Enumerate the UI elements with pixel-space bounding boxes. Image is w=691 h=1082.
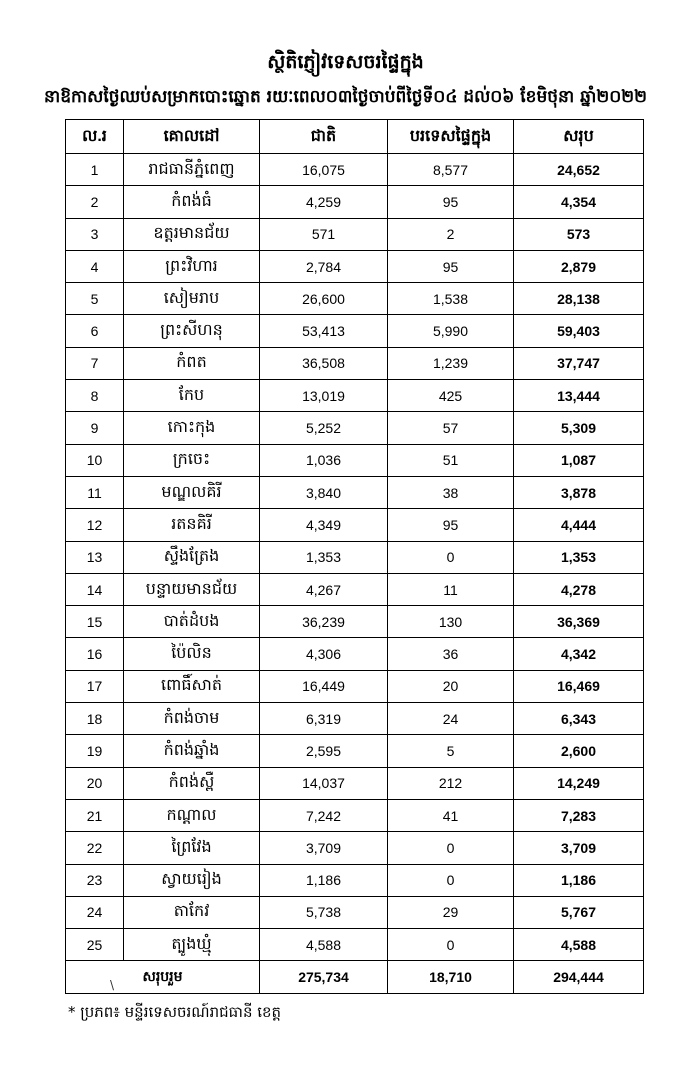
row-number: 10 bbox=[66, 444, 124, 476]
foreign-count: 0 bbox=[388, 864, 514, 896]
foreign-count: 95 bbox=[388, 509, 514, 541]
page-title: ស្ថិតិភ្ញៀវទេសចរផ្ទៃក្នុង bbox=[267, 51, 424, 73]
header-foreign: បរទេសផ្ទៃក្នុង bbox=[388, 120, 514, 154]
table-row bbox=[66, 573, 644, 605]
table-row bbox=[66, 283, 644, 315]
table-row bbox=[66, 476, 644, 508]
row-number: 6 bbox=[66, 315, 124, 347]
destination-name: ព្រះវិហារ bbox=[124, 250, 260, 282]
table-row bbox=[66, 444, 644, 476]
foreign-count: 212 bbox=[388, 767, 514, 799]
destination-name: កំពង់ស្ពឺ bbox=[124, 767, 260, 799]
destination-name: កំពង់ឆ្នាំង bbox=[124, 735, 260, 767]
table-row bbox=[66, 154, 644, 186]
total-count: 28,138 bbox=[514, 283, 644, 315]
total-count: 24,652 bbox=[514, 154, 644, 186]
destination-name: ស្វាយរៀង bbox=[124, 864, 260, 896]
destination-name: កណ្តាល bbox=[124, 799, 260, 831]
table-body bbox=[66, 154, 644, 961]
table-row bbox=[66, 896, 644, 928]
table-row bbox=[66, 864, 644, 896]
total-count: 2,879 bbox=[514, 250, 644, 282]
total-count: 37,747 bbox=[514, 347, 644, 379]
table-header-row bbox=[66, 120, 644, 154]
stray-mark: \ bbox=[110, 978, 115, 992]
domestic-count: 13,019 bbox=[260, 380, 388, 412]
row-number: 5 bbox=[66, 283, 124, 315]
row-number: 22 bbox=[66, 832, 124, 864]
total-count: 13,444 bbox=[514, 380, 644, 412]
table-row bbox=[66, 347, 644, 379]
domestic-count: 3,840 bbox=[260, 476, 388, 508]
destination-name: កែប bbox=[124, 380, 260, 412]
domestic-count: 5,738 bbox=[260, 896, 388, 928]
total-count: 5,767 bbox=[514, 896, 644, 928]
domestic-count: 16,075 bbox=[260, 154, 388, 186]
total-count: 3,709 bbox=[514, 832, 644, 864]
total-count: 573 bbox=[514, 218, 644, 250]
statistics-table bbox=[65, 119, 644, 994]
sum-label: សរុបរួម bbox=[66, 961, 260, 993]
foreign-count: 11 bbox=[388, 573, 514, 605]
row-number: 2 bbox=[66, 186, 124, 218]
foreign-count: 8,577 bbox=[388, 154, 514, 186]
destination-name: ស្ទឹងត្រែង bbox=[124, 541, 260, 573]
table-row bbox=[66, 832, 644, 864]
total-count: 14,249 bbox=[514, 767, 644, 799]
header-domestic: ជាតិ bbox=[260, 120, 388, 154]
total-count: 3,878 bbox=[514, 476, 644, 508]
table-row bbox=[66, 799, 644, 831]
foreign-count: 0 bbox=[388, 541, 514, 573]
page-subtitle: នាឱកាសថ្ងៃឈប់សម្រាកបោះឆ្នោត រយៈពេល០៣ថ្ងៃចាប់ពីថ្ងៃទី០៤ ដល់០៦ ខែមិថុនា ឆ្នាំ២០២២ bbox=[44, 87, 647, 107]
table-row bbox=[66, 315, 644, 347]
table-row bbox=[66, 380, 644, 412]
foreign-count: 95 bbox=[388, 250, 514, 282]
destination-name: បាត់ដំបង bbox=[124, 606, 260, 638]
domestic-count: 1,353 bbox=[260, 541, 388, 573]
destination-name: កោះកុង bbox=[124, 412, 260, 444]
domestic-count: 4,267 bbox=[260, 573, 388, 605]
domestic-count: 4,259 bbox=[260, 186, 388, 218]
foreign-count: 425 bbox=[388, 380, 514, 412]
sum-foreign: 18,710 bbox=[388, 961, 514, 993]
source-footnote: * ប្រភព៖ មន្ទីរទេសចរណ៍រាជធានី ខេត្ត bbox=[68, 1003, 282, 1021]
destination-name: ព្រះសីហនុ bbox=[124, 315, 260, 347]
domestic-count: 3,709 bbox=[260, 832, 388, 864]
foreign-count: 1,538 bbox=[388, 283, 514, 315]
table-row bbox=[66, 541, 644, 573]
table-row bbox=[66, 929, 644, 961]
domestic-count: 36,508 bbox=[260, 347, 388, 379]
foreign-count: 1,239 bbox=[388, 347, 514, 379]
foreign-count: 95 bbox=[388, 186, 514, 218]
destination-name: រាជធានីភ្នំពេញ bbox=[124, 154, 260, 186]
destination-name: ត្បូងឃ្មុំ bbox=[124, 929, 260, 961]
domestic-count: 4,588 bbox=[260, 929, 388, 961]
row-number: 8 bbox=[66, 380, 124, 412]
row-number: 17 bbox=[66, 670, 124, 702]
row-number: 19 bbox=[66, 735, 124, 767]
row-number: 21 bbox=[66, 799, 124, 831]
table-sum-row bbox=[66, 961, 644, 993]
foreign-count: 0 bbox=[388, 832, 514, 864]
total-count: 4,342 bbox=[514, 638, 644, 670]
total-count: 1,353 bbox=[514, 541, 644, 573]
destination-name: តាកែវ bbox=[124, 896, 260, 928]
domestic-count: 1,186 bbox=[260, 864, 388, 896]
foreign-count: 20 bbox=[388, 670, 514, 702]
foreign-count: 5,990 bbox=[388, 315, 514, 347]
total-count: 7,283 bbox=[514, 799, 644, 831]
table-row bbox=[66, 218, 644, 250]
row-number: 13 bbox=[66, 541, 124, 573]
row-number: 1 bbox=[66, 154, 124, 186]
foreign-count: 51 bbox=[388, 444, 514, 476]
total-count: 4,278 bbox=[514, 573, 644, 605]
domestic-count: 571 bbox=[260, 218, 388, 250]
destination-name: សៀមរាប bbox=[124, 283, 260, 315]
foreign-count: 41 bbox=[388, 799, 514, 831]
domestic-count: 36,239 bbox=[260, 606, 388, 638]
row-number: 9 bbox=[66, 412, 124, 444]
foreign-count: 0 bbox=[388, 929, 514, 961]
row-number: 24 bbox=[66, 896, 124, 928]
total-count: 59,403 bbox=[514, 315, 644, 347]
destination-name: ពោធិ៍សាត់ bbox=[124, 670, 260, 702]
domestic-count: 53,413 bbox=[260, 315, 388, 347]
destination-name: មណ្ឌលគិរី bbox=[124, 476, 260, 508]
destination-name: កំពត bbox=[124, 347, 260, 379]
foreign-count: 2 bbox=[388, 218, 514, 250]
foreign-count: 5 bbox=[388, 735, 514, 767]
domestic-count: 5,252 bbox=[260, 412, 388, 444]
row-number: 11 bbox=[66, 476, 124, 508]
domestic-count: 2,595 bbox=[260, 735, 388, 767]
total-count: 36,369 bbox=[514, 606, 644, 638]
row-number: 14 bbox=[66, 573, 124, 605]
table-row bbox=[66, 606, 644, 638]
foreign-count: 38 bbox=[388, 476, 514, 508]
table-row bbox=[66, 412, 644, 444]
table-row bbox=[66, 509, 644, 541]
total-count: 1,186 bbox=[514, 864, 644, 896]
destination-name: រតនគិរី bbox=[124, 509, 260, 541]
domestic-count: 4,349 bbox=[260, 509, 388, 541]
header-no: ល.រ bbox=[66, 120, 124, 154]
domestic-count: 2,784 bbox=[260, 250, 388, 282]
row-number: 7 bbox=[66, 347, 124, 379]
total-count: 4,588 bbox=[514, 929, 644, 961]
foreign-count: 36 bbox=[388, 638, 514, 670]
header-total: សរុប bbox=[514, 120, 644, 154]
foreign-count: 24 bbox=[388, 703, 514, 735]
row-number: 3 bbox=[66, 218, 124, 250]
domestic-count: 1,036 bbox=[260, 444, 388, 476]
table-row bbox=[66, 735, 644, 767]
foreign-count: 130 bbox=[388, 606, 514, 638]
destination-name: ឧត្តរមានជ័យ bbox=[124, 218, 260, 250]
domestic-count: 16,449 bbox=[260, 670, 388, 702]
table-row bbox=[66, 703, 644, 735]
foreign-count: 29 bbox=[388, 896, 514, 928]
table-row bbox=[66, 638, 644, 670]
total-count: 1,087 bbox=[514, 444, 644, 476]
destination-name: ក្រចេះ bbox=[124, 444, 260, 476]
row-number: 25 bbox=[66, 929, 124, 961]
total-count: 16,469 bbox=[514, 670, 644, 702]
table-row bbox=[66, 186, 644, 218]
destination-name: ព្រៃវែង bbox=[124, 832, 260, 864]
sum-domestic: 275,734 bbox=[260, 961, 388, 993]
destination-name: កំពង់ចាម bbox=[124, 703, 260, 735]
domestic-count: 4,306 bbox=[260, 638, 388, 670]
header-destination: គោលដៅ bbox=[124, 120, 260, 154]
destination-name: កំពង់ធំ bbox=[124, 186, 260, 218]
table-row bbox=[66, 767, 644, 799]
row-number: 16 bbox=[66, 638, 124, 670]
table-row bbox=[66, 250, 644, 282]
row-number: 15 bbox=[66, 606, 124, 638]
destination-name: បន្ទាយមានជ័យ bbox=[124, 573, 260, 605]
domestic-count: 26,600 bbox=[260, 283, 388, 315]
foreign-count: 57 bbox=[388, 412, 514, 444]
domestic-count: 7,242 bbox=[260, 799, 388, 831]
row-number: 18 bbox=[66, 703, 124, 735]
row-number: 12 bbox=[66, 509, 124, 541]
sum-total: 294,444 bbox=[514, 961, 644, 993]
domestic-count: 6,319 bbox=[260, 703, 388, 735]
destination-name: ប៉ៃលិន bbox=[124, 638, 260, 670]
total-count: 6,343 bbox=[514, 703, 644, 735]
row-number: 4 bbox=[66, 250, 124, 282]
table-row bbox=[66, 670, 644, 702]
total-count: 4,354 bbox=[514, 186, 644, 218]
domestic-count: 14,037 bbox=[260, 767, 388, 799]
row-number: 23 bbox=[66, 864, 124, 896]
row-number: 20 bbox=[66, 767, 124, 799]
total-count: 2,600 bbox=[514, 735, 644, 767]
total-count: 4,444 bbox=[514, 509, 644, 541]
total-count: 5,309 bbox=[514, 412, 644, 444]
